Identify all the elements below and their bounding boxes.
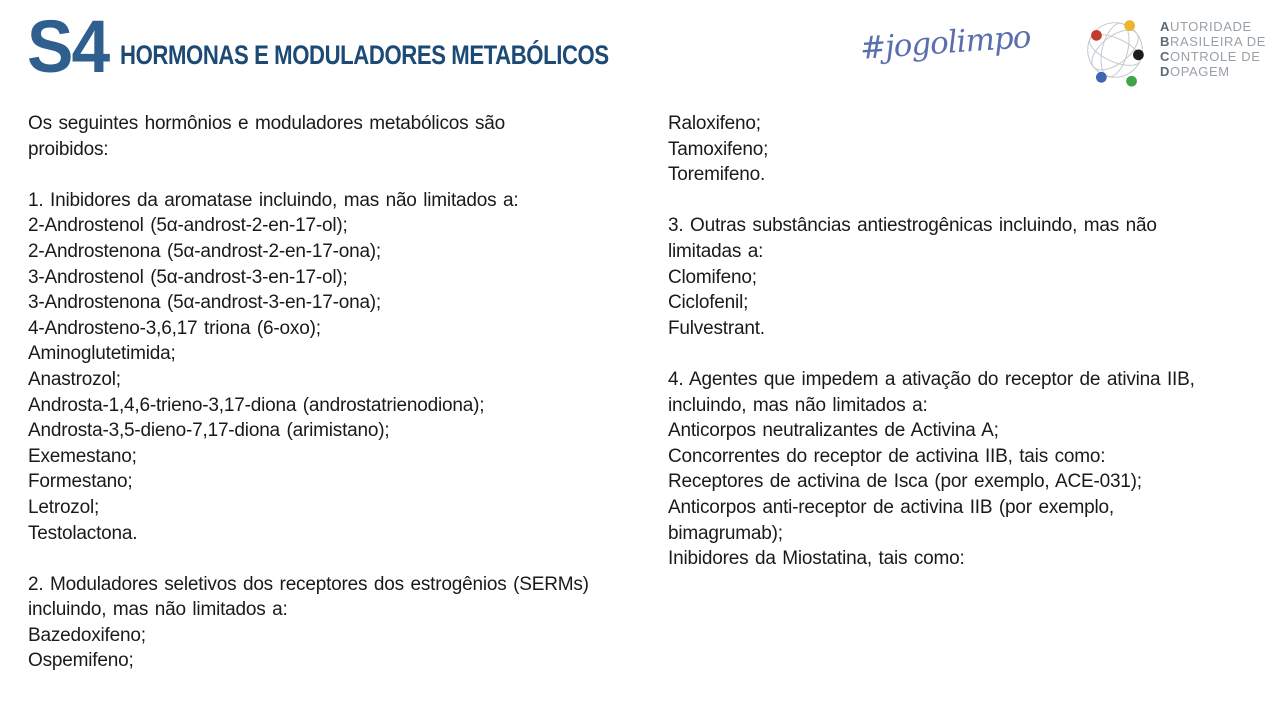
text-line: Formestano; [28,471,133,493]
text-line: limitadas a: [668,240,764,262]
network-sphere-icon [1076,10,1154,88]
text-line: Androsta-3,5-dieno-7,17-diona (arimistano); [28,420,390,442]
text-line: Bazedoxifeno; [28,624,146,646]
page-title: HORMONAS E MODULADORES METABÓLICOS [120,40,609,70]
text-line: Os seguintes hormônios e moduladores metabólicos são [28,113,506,134]
text-line: Ospemifeno; [28,650,134,672]
text-line: 3-Androstenona (5α-androst-3-en-17-ona); [28,292,382,314]
text-line: bimagrumab); [668,522,783,544]
jogolimpo-hashtag-logo: #jogolimpo [858,19,1032,67]
substance-list-left-column [28,111,663,674]
abcd-logo [1076,10,1266,88]
black-dot [1133,49,1144,60]
text-line: Anticorpos neutralizantes de Activina A; [668,420,999,442]
abcd-logo-text-line: CONTROLE DE [1160,49,1261,64]
text-line [668,341,1258,367]
text-line [28,162,663,188]
text-line: 2-Androstenona (5α-androst-2-en-17-ona); [28,240,382,262]
text-line: Ciclofenil; [668,292,749,314]
abcd-logo-text [1160,19,1266,79]
text-line: Exemestano; [28,445,137,467]
text-line: Raloxifeno; [668,113,761,134]
text-line: 2-Androstenol (5α-androst-2-en-17-ol); [28,215,348,237]
text-line: 4-Androsteno-3,6,17 triona (6-oxo); [28,317,321,339]
text-line: Testolactona. [28,522,138,544]
text-line: incluindo, mas não limitados a: [668,394,928,416]
section-code: S4 [27,5,109,88]
text-line: Anastrozol; [28,368,121,390]
abcd-logo-text-line: DOPAGEM [1160,64,1230,79]
text-line: 3. Outras substâncias antiestrogênicas incluindo, mas não [668,215,1157,237]
text-line: Receptores de activina de Isca (por exemplo, ACE-031); [668,471,1142,493]
text-line: Tamoxifeno; [668,138,769,160]
text-line: Inibidores da Miostatina, tais como: [668,548,965,570]
text-line: 4. Agentes que impedem a ativação do receptor de ativina IIB, [668,368,1195,390]
text-line: Fulvestrant. [668,317,765,339]
text-line: 3-Androstenol (5α-androst-3-en-17-ol); [28,266,348,288]
text-line: Anticorpos anti-receptor de activina IIB (por exemplo, [668,496,1114,518]
green-dot [1126,76,1137,87]
yellow-dot [1124,20,1135,31]
red-dot [1091,30,1102,41]
blue-dot [1096,72,1107,83]
abcd-logo-text-line: BRASILEIRA DE [1160,34,1267,49]
text-line: Concorrentes do receptor de activina IIB, tais como: [668,445,1106,467]
substance-list-right-column [668,111,1258,572]
text-line: incluindo, mas não limitados a: [28,599,288,621]
text-line: 1. Inibidores da aromatase incluindo, mas não limitados a: [28,189,519,211]
text-line: Androsta-1,4,6-trieno-3,17-diona (androstatrienodiona); [28,394,485,416]
text-line: Letrozol; [28,496,100,518]
abcd-logo-text-line: AUTORIDADE [1160,19,1252,34]
text-line: 2. Moduladores seletivos dos receptores dos estrogênios (SERMs) [28,573,589,595]
text-line [28,546,663,572]
text-line: proibidos: [28,138,109,160]
text-line: Clomifeno; [668,266,757,288]
text-line: Toremifeno. [668,164,766,186]
text-line [668,188,1258,214]
text-line: Aminoglutetimida; [28,343,176,365]
